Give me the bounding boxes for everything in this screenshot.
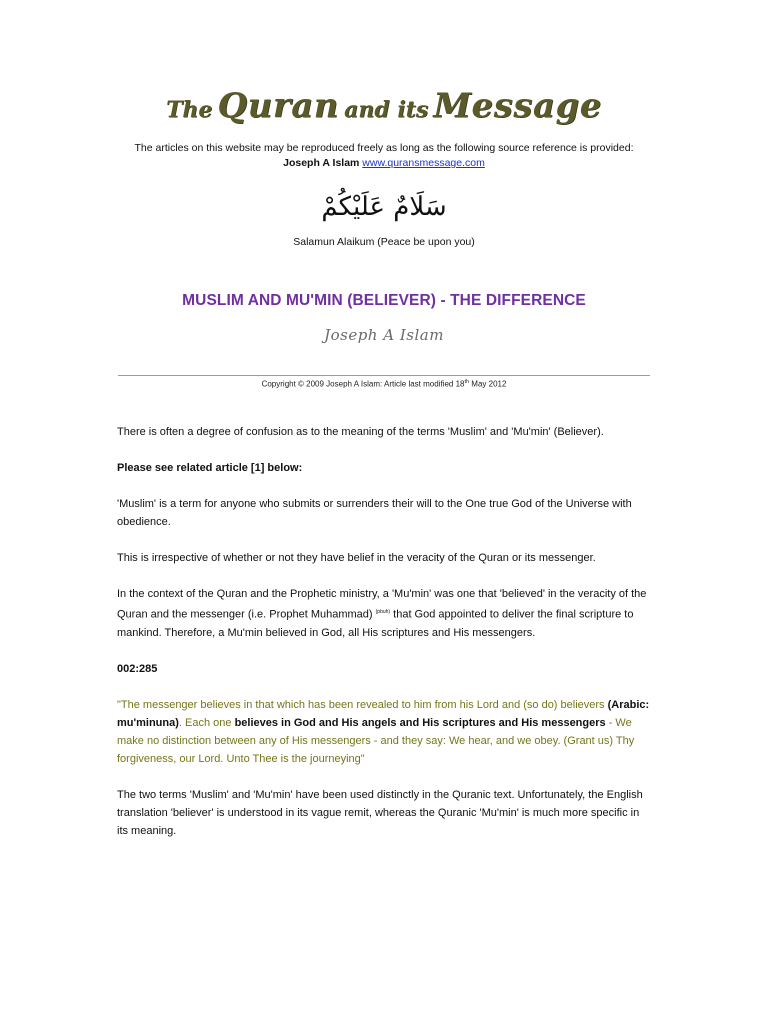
mumin-text-b: that God appointed to deliver the final scripture to mankind. Therefore, a Mu'min believed in God, all His scriptures and His messengers. — [117, 608, 634, 639]
copyright-date: May 2012 — [469, 379, 507, 389]
quote-part-3: . Each one — [178, 716, 235, 729]
copyright-ordinal: th — [464, 379, 470, 385]
paragraph-confusion: There is often a degree of confusion as to the meaning of the terms 'Muslim' and 'Mu'min' (Believer). — [117, 426, 604, 438]
greeting-translation: Salamun Alaikum (Peace be upon you) — [293, 236, 475, 248]
quote-part-5: - We make no distinction between any of His messengers - and they say: We hear, and we obey. (Grant us) Thy forgiveness, our Lord. Unto Thee is the journeying" — [117, 716, 635, 765]
paragraph-terms-distinct: The two terms 'Muslim' and 'Mu'min' have been used distinctly in the Quranic text. Unfortunately, the English translation 'believer' is understood in its vague remit, whereas the Quranic 'Mu'min' is much more specific in its meaning. — [117, 788, 643, 837]
verse-reference: 002:285 — [117, 662, 158, 675]
quote-part-4: believes in God and His angels and His scriptures and His messengers — [234, 716, 606, 729]
masthead-the: The — [166, 97, 213, 123]
quote-part-2: (Arabic: mu'minuna) — [117, 698, 650, 729]
paragraph-muslim-definition: 'Muslim' is a term for anyone who submits or surrenders their will to the One true God of the Universe with obedience. — [117, 498, 632, 528]
site-masthead — [0, 86, 768, 126]
article-title: MUSLIM AND MU'MIN (BELIEVER) - THE DIFFERENCE — [182, 292, 586, 309]
mumin-text-a: In the context of the Quran and the Prophetic ministry, a 'Mu'min' was one that 'believed' in the veracity of the Quran and the messenger (i.e. Prophet Muhammad) — [117, 588, 647, 621]
quote-part-1: "The messenger believes in that which has been revealed to him from his Lord and (so do) believers — [117, 698, 608, 711]
masthead-quran: Quran — [217, 86, 340, 126]
reproduction-notice — [0, 141, 768, 171]
masthead-and-its: and its — [344, 97, 429, 123]
article-body — [117, 423, 652, 858]
masthead-message: Message — [433, 86, 602, 126]
notice-text: The articles on this website may be reproduced freely as long as the following source reference is provided: — [134, 142, 634, 154]
copyright-text: Copyright © 2009 Joseph A Islam: Article last modified 18 — [261, 379, 465, 389]
pbuh-mark: (pbuh) — [375, 609, 391, 615]
paragraph-irrespective: This is irrespective of whether or not they have belief in the veracity of the Quran or its messenger. — [117, 552, 596, 564]
notice-author: Joseph A Islam — [283, 157, 360, 169]
paragraph-mumin-definition — [117, 585, 652, 642]
copyright-line — [0, 379, 768, 389]
author-signature: Joseph A Islam — [324, 326, 444, 344]
related-article-note: Please see related article [1] below: — [117, 462, 303, 474]
divider — [118, 375, 650, 376]
arabic-greeting: سَلَامٌ عَلَيْكُمْ — [321, 192, 447, 222]
verse-quote — [117, 696, 652, 768]
website-link[interactable]: www.quransmessage.com — [362, 157, 485, 169]
